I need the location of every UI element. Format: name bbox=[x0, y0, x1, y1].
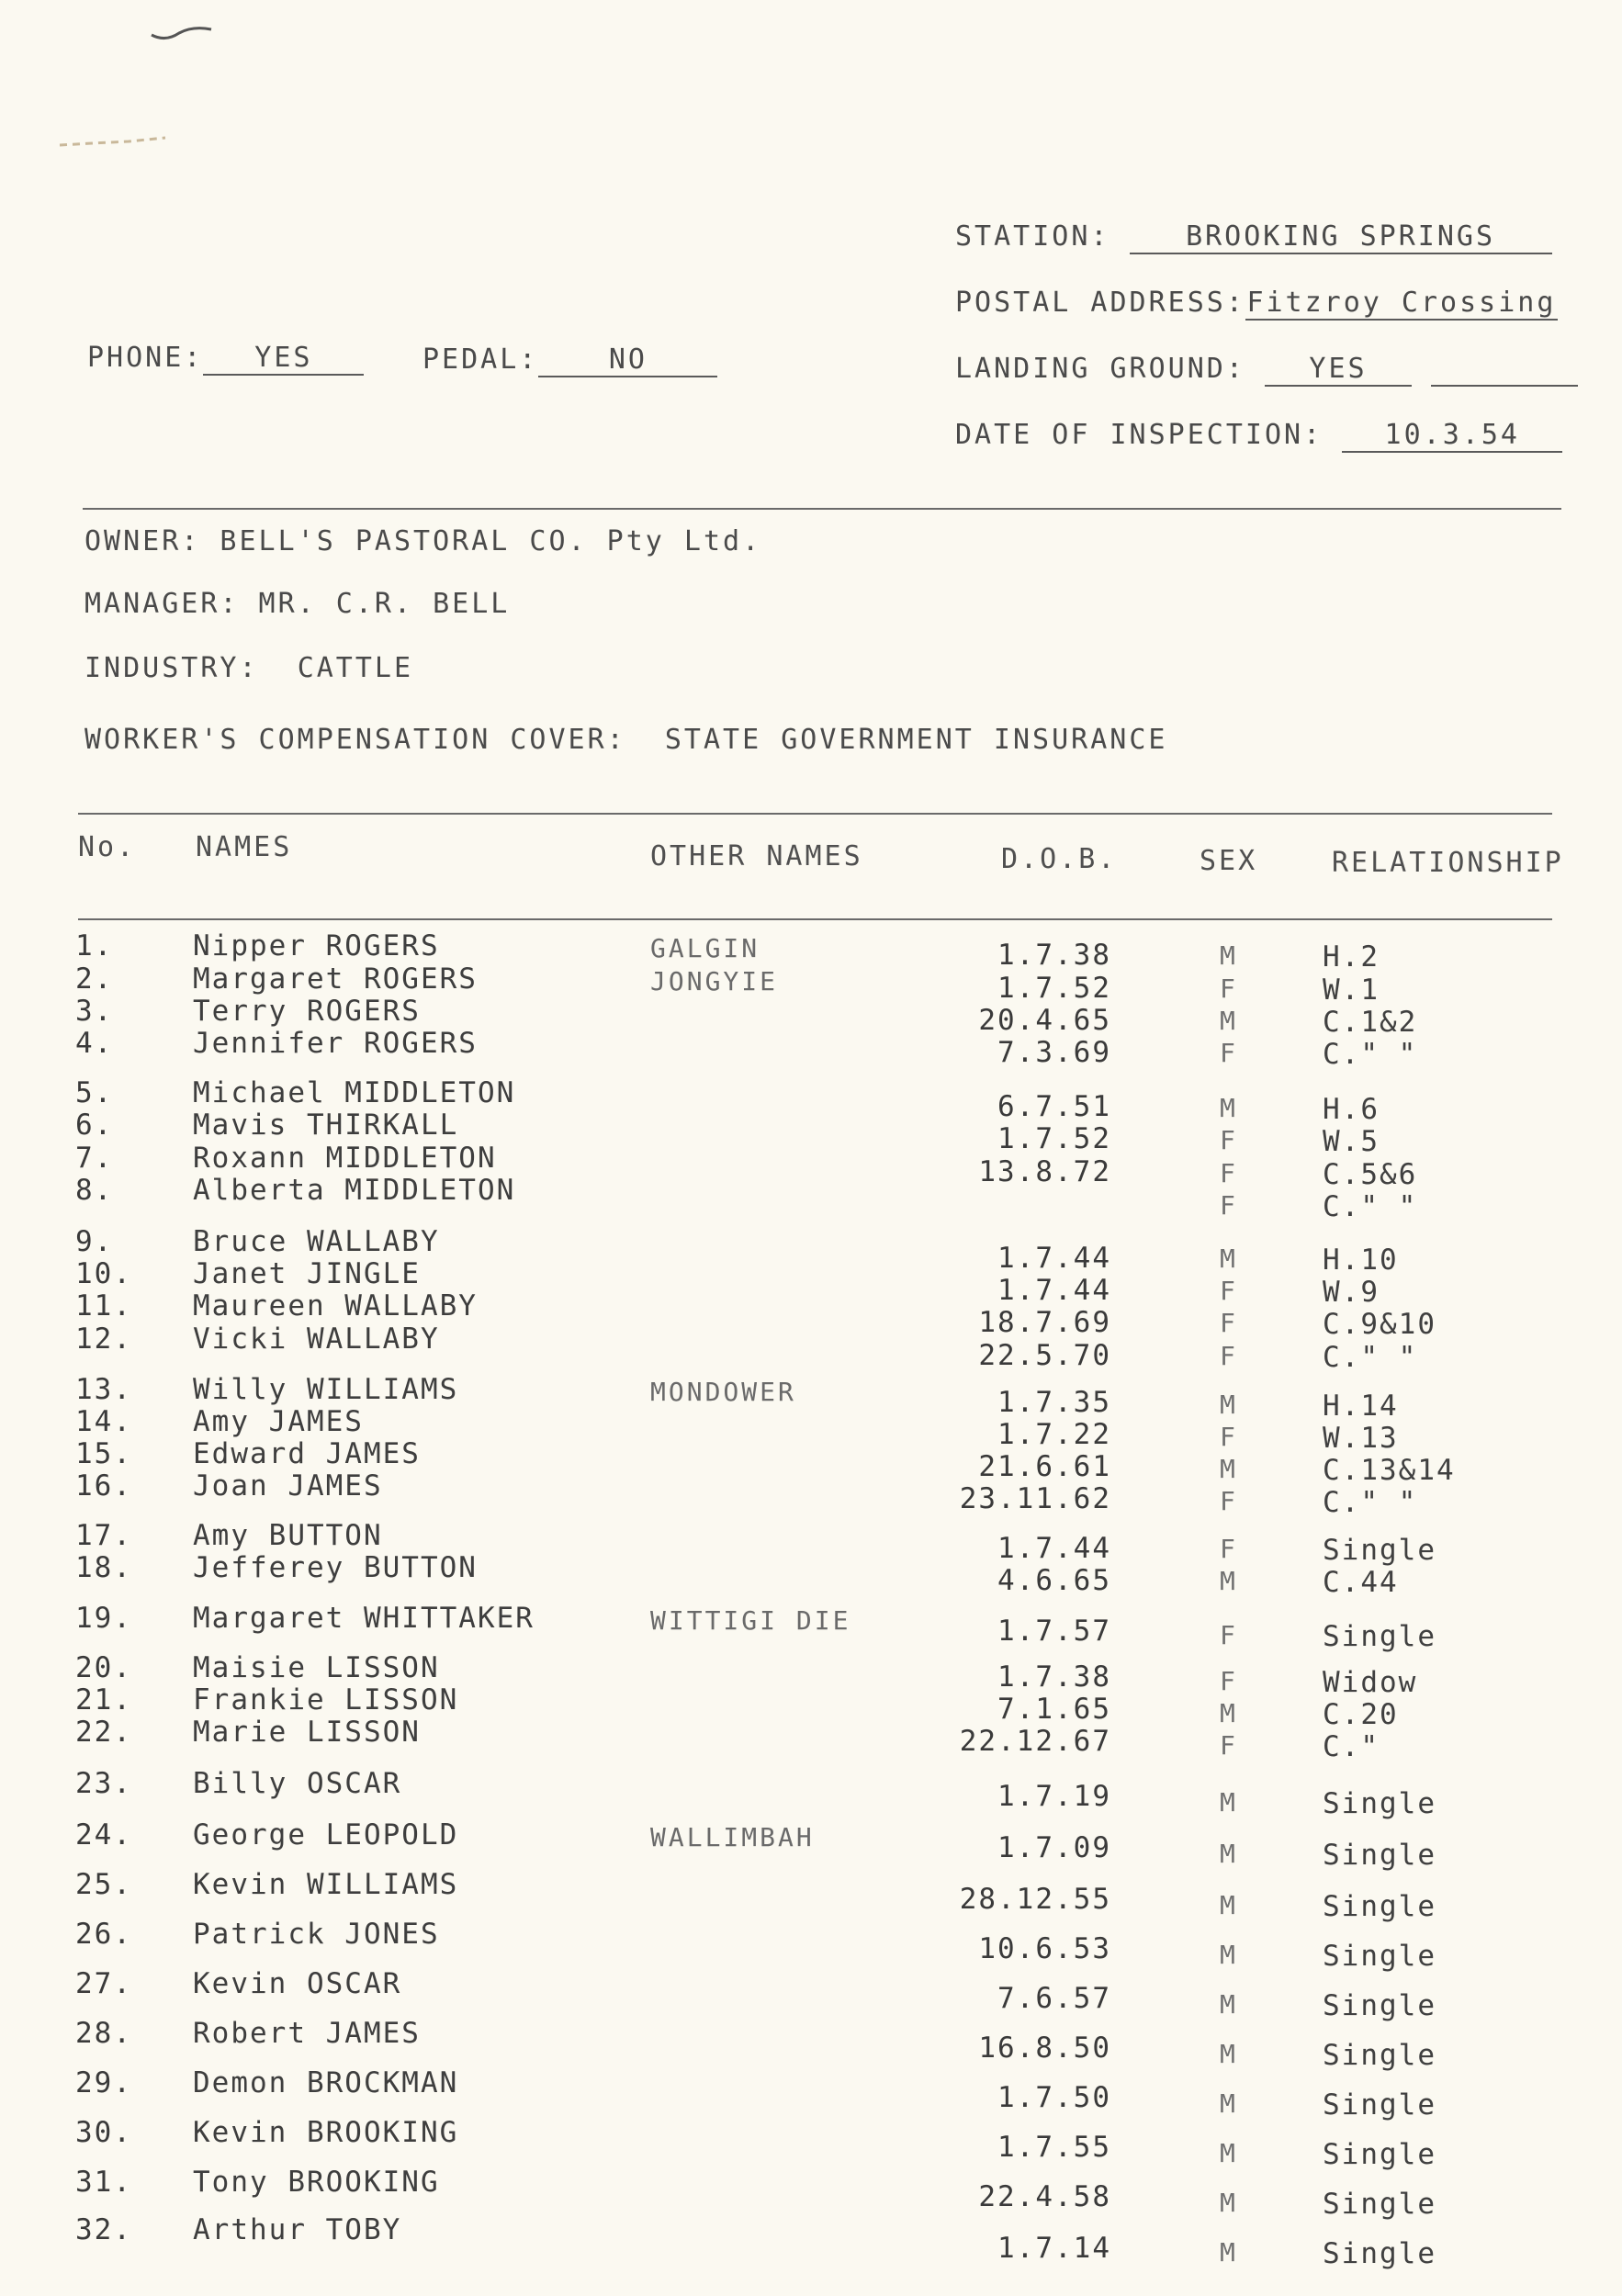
row-relationship: C.9&10 bbox=[1323, 1308, 1436, 1341]
landing-extra-line bbox=[1431, 353, 1578, 387]
row-name: Edward JAMES bbox=[193, 1437, 421, 1470]
row-name: Roxann MIDDLETON bbox=[193, 1142, 497, 1175]
row-relationship: Widow bbox=[1323, 1666, 1418, 1699]
pedal-value: NO bbox=[538, 343, 717, 377]
row-relationship: W.9 bbox=[1323, 1276, 1380, 1309]
row-dob: 1.7.09 bbox=[997, 1831, 1111, 1864]
row-sex: M bbox=[1220, 1787, 1235, 1818]
industry-label: INDUSTRY: bbox=[84, 652, 259, 684]
pen-mark-icon bbox=[147, 18, 220, 46]
row-dob: 22.12.67 bbox=[959, 1725, 1111, 1758]
row-number: 4. bbox=[75, 1027, 114, 1060]
row-sex: F bbox=[1220, 1308, 1235, 1338]
row-relationship: H.14 bbox=[1323, 1390, 1399, 1423]
row-sex: M bbox=[1220, 1698, 1235, 1728]
row-number: 28. bbox=[75, 2017, 132, 2050]
row-name: Jennifer ROGERS bbox=[193, 1027, 478, 1060]
row-other-name: MONDOWER bbox=[650, 1377, 796, 1407]
row-relationship: Single bbox=[1323, 1787, 1436, 1820]
row-number: 16. bbox=[75, 1469, 132, 1503]
row-name: Michael MIDDLETON bbox=[193, 1076, 516, 1109]
row-relationship: Single bbox=[1323, 1620, 1436, 1653]
workers-value: STATE GOVERNMENT INSURANCE bbox=[664, 724, 1168, 756]
row-name: Arthur TOBY bbox=[193, 2213, 402, 2246]
row-other-name: JONGYIE bbox=[650, 966, 779, 996]
row-sex: M bbox=[1220, 1940, 1235, 1970]
pedal-field bbox=[422, 343, 717, 377]
row-sex: M bbox=[1220, 1006, 1235, 1036]
row-name: Willy WILLIAMS bbox=[193, 1373, 459, 1406]
row-name: Robert JAMES bbox=[193, 2017, 421, 2050]
row-relationship: C.5&6 bbox=[1323, 1158, 1418, 1191]
row-dob: 1.7.55 bbox=[997, 2131, 1111, 2164]
row-name: Frankie LISSON bbox=[193, 1683, 459, 1716]
divider-header bbox=[78, 918, 1552, 920]
row-name: Amy JAMES bbox=[193, 1405, 364, 1438]
row-number: 26. bbox=[75, 1918, 132, 1951]
row-relationship: W.13 bbox=[1323, 1422, 1399, 1455]
row-name: Bruce WALLABY bbox=[193, 1225, 440, 1258]
row-relationship: C." " bbox=[1323, 1190, 1418, 1223]
phone-label: PHONE: bbox=[87, 342, 204, 374]
row-dob: 1.7.44 bbox=[997, 1532, 1111, 1565]
row-sex: M bbox=[1220, 940, 1235, 971]
row-relationship: Single bbox=[1323, 2188, 1436, 2221]
postal-value: Fitzroy Crossing bbox=[1246, 287, 1557, 319]
postal-address-field bbox=[955, 287, 1558, 321]
row-dob: 22.5.70 bbox=[978, 1339, 1111, 1372]
row-sex: F bbox=[1220, 1730, 1235, 1761]
col-header-names: NAMES bbox=[196, 831, 293, 863]
smudge-mark-icon bbox=[55, 129, 175, 156]
row-dob: 1.7.22 bbox=[997, 1418, 1111, 1451]
row-number: 3. bbox=[75, 995, 114, 1028]
row-sex: F bbox=[1220, 1422, 1235, 1452]
row-number: 31. bbox=[75, 2166, 132, 2199]
row-sex: F bbox=[1220, 1534, 1235, 1564]
row-sex: F bbox=[1220, 974, 1235, 1004]
row-sex: F bbox=[1220, 1125, 1235, 1155]
row-name: Patrick JONES bbox=[193, 1918, 440, 1951]
row-relationship: Single bbox=[1323, 1989, 1436, 2022]
row-dob: 1.7.14 bbox=[997, 2232, 1111, 2265]
postal-label: POSTAL ADDRESS: bbox=[955, 287, 1245, 319]
row-dob: 1.7.38 bbox=[997, 1660, 1111, 1694]
row-dob: 21.6.61 bbox=[978, 1450, 1111, 1483]
row-dob: 1.7.52 bbox=[997, 1122, 1111, 1155]
workers-comp-line bbox=[84, 724, 1167, 756]
row-name: Mavis THIRKALL bbox=[193, 1109, 459, 1142]
row-number: 17. bbox=[75, 1519, 132, 1552]
col-header-relationship: RELATIONSHIP bbox=[1332, 847, 1564, 879]
row-name: Nipper ROGERS bbox=[193, 929, 440, 962]
row-number: 25. bbox=[75, 1868, 132, 1901]
row-number: 29. bbox=[75, 2066, 132, 2099]
row-number: 5. bbox=[75, 1076, 114, 1109]
station-label: STATION: bbox=[955, 220, 1110, 253]
row-name: Kevin OSCAR bbox=[193, 1967, 402, 2000]
row-dob: 20.4.65 bbox=[978, 1004, 1111, 1037]
workers-label: WORKER'S COMPENSATION COVER: bbox=[84, 724, 626, 756]
row-number: 23. bbox=[75, 1767, 132, 1800]
row-name: Joan JAMES bbox=[193, 1469, 383, 1503]
row-number: 7. bbox=[75, 1142, 114, 1175]
row-relationship: W.5 bbox=[1323, 1125, 1380, 1158]
row-sex: M bbox=[1220, 1244, 1235, 1274]
row-name: Maisie LISSON bbox=[193, 1651, 440, 1684]
row-dob: 1.7.52 bbox=[997, 972, 1111, 1005]
row-dob: 1.7.44 bbox=[997, 1274, 1111, 1307]
row-sex: M bbox=[1220, 1566, 1235, 1596]
owner-line: OWNER: BELL'S PASTORAL CO. Pty Ltd. bbox=[84, 525, 762, 557]
row-sex: M bbox=[1220, 1390, 1235, 1420]
row-name: Alberta MIDDLETON bbox=[193, 1174, 516, 1207]
row-name: Amy BUTTON bbox=[193, 1519, 383, 1552]
row-relationship: Single bbox=[1323, 2237, 1436, 2270]
row-sex: M bbox=[1220, 1093, 1235, 1123]
row-name: Terry ROGERS bbox=[193, 995, 421, 1028]
row-relationship: C." " bbox=[1323, 1341, 1418, 1374]
row-name: George LEOPOLD bbox=[193, 1818, 459, 1851]
date-label: DATE OF INSPECTION: bbox=[955, 419, 1324, 451]
row-dob: 4.6.65 bbox=[997, 1564, 1111, 1597]
row-dob: 7.6.57 bbox=[997, 1982, 1111, 2015]
row-dob: 1.7.57 bbox=[997, 1615, 1111, 1648]
row-relationship: H.6 bbox=[1323, 1093, 1380, 1126]
row-relationship: Single bbox=[1323, 2039, 1436, 2072]
divider-top bbox=[83, 508, 1561, 510]
row-number: 18. bbox=[75, 1551, 132, 1584]
row-name: Vicki WALLABY bbox=[193, 1322, 440, 1356]
row-number: 8. bbox=[75, 1174, 114, 1207]
row-name: Kevin BROOKING bbox=[193, 2116, 459, 2149]
row-sex: M bbox=[1220, 2188, 1235, 2218]
row-number: 22. bbox=[75, 1716, 132, 1749]
col-header-sex: SEX bbox=[1200, 845, 1258, 877]
date-value: 10.3.54 bbox=[1342, 419, 1562, 453]
row-number: 27. bbox=[75, 1967, 132, 2000]
industry-value: CATTLE bbox=[297, 652, 414, 684]
row-relationship: Single bbox=[1323, 1534, 1436, 1567]
row-dob: 10.6.53 bbox=[978, 1932, 1111, 1965]
row-number: 1. bbox=[75, 929, 114, 962]
row-name: Margaret WHITTAKER bbox=[193, 1602, 535, 1635]
row-relationship: Single bbox=[1323, 1890, 1436, 1923]
row-sex: M bbox=[1220, 2138, 1235, 2168]
industry-line bbox=[84, 652, 413, 684]
row-name: Maureen WALLABY bbox=[193, 1289, 478, 1322]
row-relationship: Single bbox=[1323, 1940, 1436, 1973]
row-relationship: H.10 bbox=[1323, 1244, 1399, 1277]
phone-field bbox=[87, 342, 364, 376]
row-sex: F bbox=[1220, 1038, 1235, 1068]
row-name: Margaret ROGERS bbox=[193, 962, 478, 996]
row-sex: F bbox=[1220, 1276, 1235, 1306]
station-field bbox=[955, 220, 1552, 254]
row-sex: M bbox=[1220, 1454, 1235, 1484]
row-dob: 23.11.62 bbox=[959, 1482, 1111, 1515]
row-sex: M bbox=[1220, 2039, 1235, 2069]
divider-middle bbox=[78, 813, 1552, 815]
row-sex: F bbox=[1220, 1341, 1235, 1371]
landing-ground-field bbox=[955, 353, 1578, 387]
row-number: 20. bbox=[75, 1651, 132, 1684]
row-relationship: Single bbox=[1323, 2138, 1436, 2171]
row-other-name: GALGIN bbox=[650, 933, 760, 963]
row-number: 32. bbox=[75, 2213, 132, 2246]
col-header-other-names: OTHER NAMES bbox=[650, 840, 863, 872]
row-relationship: C.1&2 bbox=[1323, 1006, 1418, 1039]
row-relationship: C." " bbox=[1323, 1486, 1418, 1519]
row-dob: 16.8.50 bbox=[978, 2032, 1111, 2065]
row-name: Janet JINGLE bbox=[193, 1257, 421, 1290]
row-number: 30. bbox=[75, 2116, 132, 2149]
row-dob: 1.7.50 bbox=[997, 2081, 1111, 2114]
row-relationship: C.20 bbox=[1323, 1698, 1399, 1731]
row-number: 21. bbox=[75, 1683, 132, 1716]
row-sex: M bbox=[1220, 1890, 1235, 1920]
row-number: 10. bbox=[75, 1257, 132, 1290]
row-sex: F bbox=[1220, 1666, 1235, 1696]
row-name: Tony BROOKING bbox=[193, 2166, 440, 2199]
row-dob: 22.4.58 bbox=[978, 2180, 1111, 2213]
row-relationship: H.2 bbox=[1323, 940, 1380, 974]
row-relationship: C.13&14 bbox=[1323, 1454, 1456, 1487]
phone-value: YES bbox=[203, 342, 364, 376]
row-sex: M bbox=[1220, 2088, 1235, 2119]
row-name: Demon BROCKMAN bbox=[193, 2066, 459, 2099]
row-name: Kevin WILLIAMS bbox=[193, 1868, 459, 1901]
col-header-dob: D.O.B. bbox=[1001, 843, 1118, 875]
row-sex: F bbox=[1220, 1158, 1235, 1188]
row-dob: 13.8.72 bbox=[978, 1155, 1111, 1188]
row-sex: F bbox=[1220, 1620, 1235, 1650]
row-relationship: Single bbox=[1323, 1839, 1436, 1872]
landing-value: YES bbox=[1265, 353, 1412, 387]
row-sex: F bbox=[1220, 1486, 1235, 1516]
row-sex: M bbox=[1220, 1989, 1235, 2020]
row-dob: 18.7.69 bbox=[978, 1306, 1111, 1339]
row-number: 14. bbox=[75, 1405, 132, 1438]
row-number: 12. bbox=[75, 1322, 132, 1356]
row-relationship: W.1 bbox=[1323, 974, 1380, 1007]
row-number: 6. bbox=[75, 1109, 114, 1142]
row-dob: 7.3.69 bbox=[997, 1036, 1111, 1069]
manager-line: MANAGER: MR. C.R. BELL bbox=[84, 588, 511, 620]
row-number: 11. bbox=[75, 1289, 132, 1322]
row-dob: 1.7.35 bbox=[997, 1386, 1111, 1419]
row-number: 9. bbox=[75, 1225, 114, 1258]
row-dob: 1.7.44 bbox=[997, 1242, 1111, 1275]
date-inspection-field bbox=[955, 419, 1562, 453]
row-relationship: C." " bbox=[1323, 1038, 1418, 1071]
row-dob: 1.7.19 bbox=[997, 1780, 1111, 1813]
landing-label: LANDING GROUND: bbox=[955, 353, 1245, 385]
row-relationship: C.44 bbox=[1323, 1566, 1399, 1599]
row-number: 13. bbox=[75, 1373, 132, 1406]
row-other-name: WALLIMBAH bbox=[650, 1822, 815, 1852]
row-other-name: WITTIGI DIE bbox=[650, 1605, 851, 1636]
row-relationship: Single bbox=[1323, 2088, 1436, 2122]
row-name: Jefferey BUTTON bbox=[193, 1551, 478, 1584]
pedal-label: PEDAL: bbox=[422, 343, 539, 376]
row-number: 2. bbox=[75, 962, 114, 996]
row-sex: M bbox=[1220, 1839, 1235, 1869]
row-dob: 6.7.51 bbox=[997, 1090, 1111, 1123]
row-sex: F bbox=[1220, 1190, 1235, 1221]
row-sex: M bbox=[1220, 2237, 1235, 2268]
row-name: Marie LISSON bbox=[193, 1716, 421, 1749]
row-number: 19. bbox=[75, 1602, 132, 1635]
row-relationship: C." bbox=[1323, 1730, 1380, 1763]
row-dob: 7.1.65 bbox=[997, 1693, 1111, 1726]
row-name: Billy OSCAR bbox=[193, 1767, 402, 1800]
row-number: 15. bbox=[75, 1437, 132, 1470]
row-number: 24. bbox=[75, 1818, 132, 1851]
col-header-no: No. bbox=[78, 831, 137, 863]
row-dob: 1.7.38 bbox=[997, 939, 1111, 972]
station-value: BROOKING SPRINGS bbox=[1130, 220, 1552, 254]
row-dob: 28.12.55 bbox=[959, 1883, 1111, 1916]
